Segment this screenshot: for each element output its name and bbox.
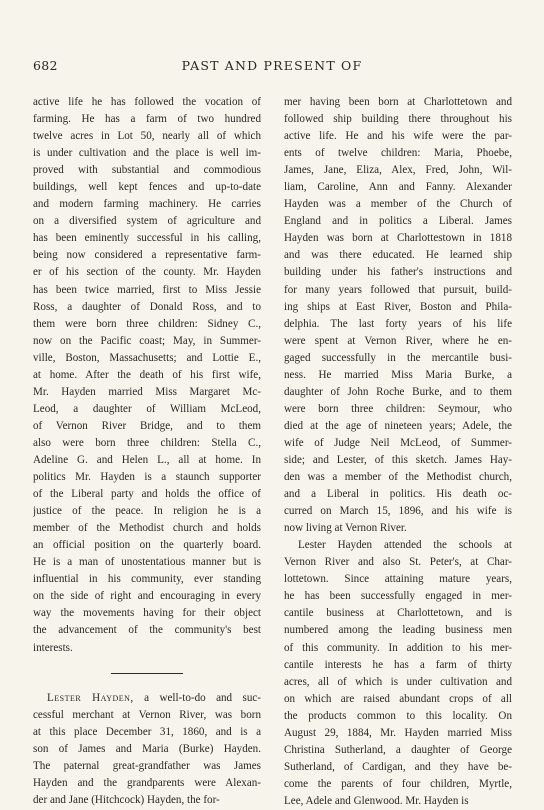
text-line: England and in politics a Liberal. James — [284, 215, 512, 228]
text-line: Vernon River and also St. Peter's, at Char- — [284, 556, 512, 569]
section-divider — [111, 673, 183, 674]
text-line: wife of Judge Neil McLeod, of Summer- — [284, 436, 512, 449]
text-line: ville, Boston, Massachusetts; and Lottie E., — [33, 351, 261, 364]
left-paragraph-1 — [33, 94, 261, 657]
text-line: Ross, a daughter of Donald Ross, and to — [33, 300, 261, 313]
text-line: der and Jane (Hitchcock) Hayden, the for- — [33, 793, 220, 806]
text-line: Sutherland, of Cardigan, and they have be- — [284, 760, 512, 773]
opening-line-rest: a well-to-do and suc- — [133, 691, 261, 704]
text-line: now living at Vernon River. — [284, 522, 407, 535]
text-line: on a diversified system of agriculture and — [33, 215, 261, 228]
text-line: delphia. The last forty years of his life — [284, 317, 512, 330]
text-line: James, Jane, Eliza, Alex, Fred, John, Wil- — [284, 164, 512, 177]
paragraph-opening-line — [33, 690, 261, 707]
text-line: Christina Sutherland, a daughter of George — [284, 743, 512, 756]
text-line: farming. He has a farm of two hundred — [33, 113, 261, 126]
text-line: Hayden was born at Charlottestown in 1818 — [284, 232, 512, 245]
text-line: lottetown. Since attaining mature years, — [284, 573, 512, 586]
text-line: of the Liberal party and holds the office of — [33, 488, 261, 501]
text-line: them were born three children: Sidney C., — [33, 317, 261, 330]
text-line: proved with substantial and commodious — [33, 164, 261, 177]
text-line: followed ship building there throughout his — [284, 113, 512, 126]
text-line: ing ships at East River, Boston and Phila- — [284, 300, 512, 313]
text-line: at this place December 31, 1860, and is a — [33, 725, 261, 738]
text-line: politics Mr. Hayden is a staunch supporter — [33, 471, 261, 484]
text-line: has been eminently successful in his calling, — [33, 232, 261, 245]
text-line: den was a member of the Methodist church, — [284, 471, 512, 484]
text-line: at home. After the death of his first wife, — [33, 368, 261, 381]
text-line: August 29, 1884, Mr. Hayden married Miss — [284, 726, 512, 739]
text-line: come the parents of four children, Myrtle, — [284, 777, 512, 790]
text-line: buildings, well kept fences and up-to-date — [33, 181, 261, 194]
text-line: justice of the peace. In religion he is a — [33, 505, 261, 518]
text-line: He is a man of unostentatious manner but is — [33, 556, 261, 569]
text-line: numbered among the leading business men — [284, 624, 512, 637]
text-line: also were born three children: Stella C., — [33, 436, 261, 449]
text-line: ness. He married Miss Maria Burke, a — [284, 368, 512, 381]
text-line: Lester Hayden attended the schools at — [298, 539, 512, 552]
text-line: being now considered a representative farm- — [33, 249, 261, 262]
text-line: influential in his community, ever standing — [33, 573, 261, 586]
text-line: the products common to this locality. On — [284, 709, 512, 722]
page-number: 682 — [33, 58, 58, 73]
text-line: cantile interests he has a farm of thirty — [284, 658, 512, 671]
text-line: and modern farming machinery. He carries — [33, 198, 261, 211]
right-paragraph-1 — [284, 94, 512, 537]
right-paragraph-2 — [284, 537, 512, 810]
text-line: and a Liberal in politics. His death oc- — [284, 488, 512, 501]
text-line: liam, Caroline, Ann and Fanny. Alexander — [284, 181, 512, 194]
text-line: died at the age of nineteen years; Adele, the — [284, 419, 512, 432]
text-line: member of the Methodist church and holds — [33, 522, 261, 535]
text-line: side; and Lester, of this sketch. James Hay- — [284, 453, 512, 466]
text-line: on which are raised abundant crops of all — [284, 692, 512, 705]
text-line: curred on March 15, 1896, and his wife is — [284, 505, 512, 518]
text-line: cessful merchant at Vernon River, was born — [33, 708, 261, 721]
text-line: daughter of John Roche Burke, and to them — [284, 385, 512, 398]
text-line: Mr. Hayden married Miss Margaret Mc- — [33, 385, 261, 398]
text-line: active life. He and his wife were the par- — [284, 130, 512, 143]
text-line: were spent at Vernon River, where he en- — [284, 334, 512, 347]
text-line: were born three children: Seymour, who — [284, 402, 512, 415]
text-line: active life he has followed the vocation of — [33, 96, 261, 108]
text-line: now on the Pacific coast; May, in Summer- — [33, 334, 261, 347]
text-line: Hayden was a member of the Church of — [284, 198, 512, 211]
text-line: acres, all of which is under cultivation and — [284, 675, 512, 688]
text-line: mer having been born at Charlottetown and — [284, 96, 512, 108]
text-line: of Vernon River Bridge, and to them — [33, 419, 261, 432]
subject-name: Lester Hayden, — [47, 691, 134, 704]
text-line: and was there educated. He learned ship — [284, 249, 512, 262]
text-line: son of James and Maria (Burke) Hayden. — [33, 742, 261, 755]
left-paragraph-2 — [33, 690, 261, 809]
text-line: Hayden and the grandparents were Alexan- — [33, 776, 261, 789]
text-line: for many years followed that pursuit, build- — [284, 283, 512, 296]
text-line: on the side of right and encouraging in every — [33, 590, 261, 603]
text-line: ents of twelve children: Maria, Phoebe, — [284, 147, 512, 160]
text-line: er of his section of the county. Mr. Hayden — [33, 266, 261, 279]
text-line: Adeline G. and Helen L., all at home. In — [33, 453, 261, 466]
text-line: has been twice married, first to Miss Jessie — [33, 283, 261, 296]
running-head: PAST AND PRESENT OF — [181, 58, 363, 73]
text-line: an official position on the quarterly board. — [33, 539, 261, 552]
text-line: The paternal great-grandfather was James — [33, 759, 261, 772]
text-line: building under his father's instructions and — [284, 266, 512, 279]
text-line: of this community. In addition to his mer- — [284, 641, 512, 654]
text-line: Lee, Adele and Glenwood. Mr. Hayden is — [284, 794, 469, 807]
text-line: way the movements having for their object — [33, 607, 261, 620]
text-line: the advancement of the community's best — [33, 624, 261, 637]
left-column — [33, 94, 261, 809]
right-column — [284, 94, 512, 810]
text-line: Leod, a daughter of William McLeod, — [33, 402, 261, 415]
text-line: cantile business at Charlottetown, and is — [284, 607, 512, 620]
text-line: interests. — [33, 641, 73, 654]
text-line: twelve acres in Lot 50, nearly all of which — [33, 130, 261, 143]
text-line: he has been successfully engaged in mer- — [284, 590, 512, 603]
text-line: gaged successfully in the mercantile busi- — [284, 351, 512, 364]
text-line: is under cultivation and the place is well im- — [33, 147, 261, 160]
